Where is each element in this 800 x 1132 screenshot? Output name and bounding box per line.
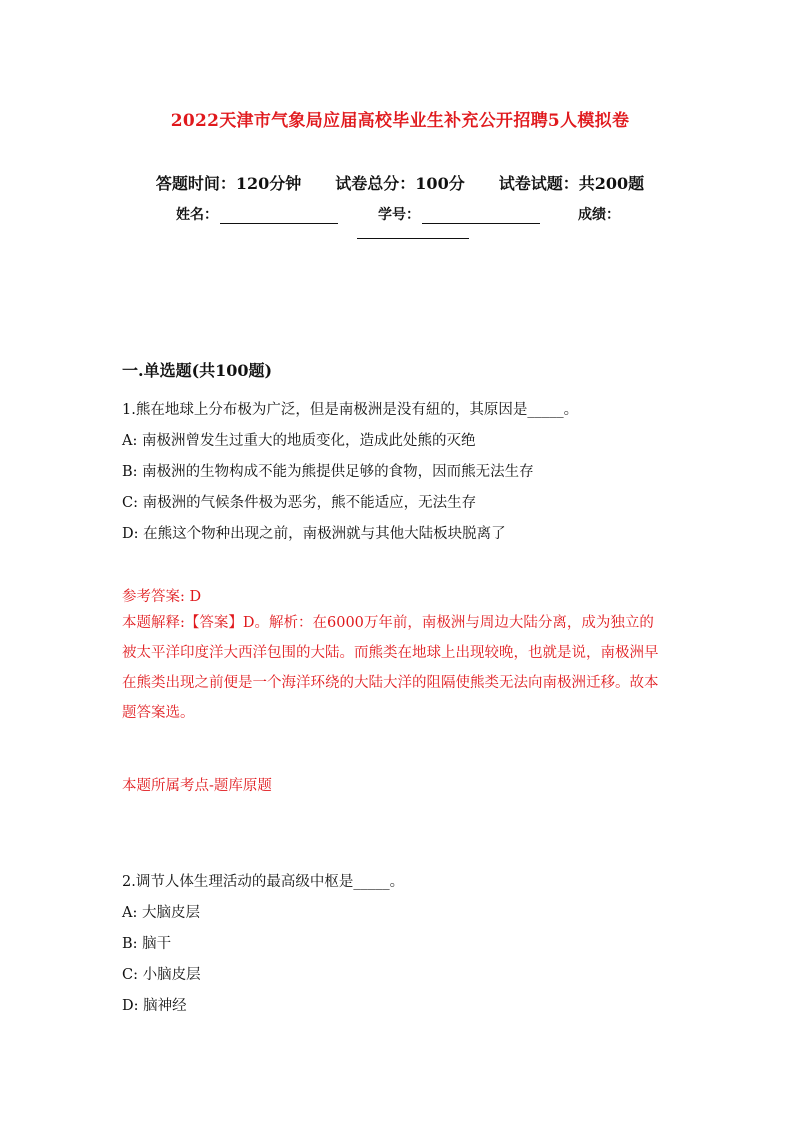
question-1-explanation: 本题解释:【答案】D。解析：在6000万年前，南极洲与周边大陆分离，成为独立的被太平洋印度洋大西洋包围的大陆。而熊类在地球上出现较晚，也就是说，南极洲早在熊类出现之前便是一个海洋环绕的大陆大洋的阻隔使熊类无法向南极洲迁移。故本题答案选。 — [122, 615, 659, 721]
score-label: 成绩： — [578, 207, 620, 223]
question-2-option-d[interactable]: D: 脑神经 — [122, 998, 187, 1014]
question-2-stem: 2.调节人体生理活动的最高级中枢是_____。 — [122, 874, 405, 890]
question-2-option-a[interactable]: A: 大脑皮层 — [122, 905, 200, 921]
question-1-option-a[interactable]: A: 南极洲曾发生过重大的地质变化，造成此处熊的灭绝 — [122, 433, 476, 449]
student-info-row — [176, 204, 646, 224]
question-1-source: 本题所属考点-题库原题 — [122, 778, 272, 794]
question-1-option-d[interactable]: D: 在熊这个物种出现之前，南极洲就与其他大陆板块脱离了 — [122, 526, 506, 542]
name-blank[interactable] — [220, 209, 338, 224]
question-1-option-b[interactable]: B: 南极洲的生物构成不能为熊提供足够的食物，因而熊无法生存 — [122, 464, 534, 480]
exam-meta — [0, 171, 800, 194]
question-2-option-b[interactable]: B: 脑干 — [122, 936, 172, 952]
score-field[interactable] — [578, 204, 620, 224]
id-label: 学号： — [378, 207, 420, 223]
section-title: 一.单选题(共100题) — [122, 361, 273, 380]
exam-total-score: 试卷总分：100分 — [335, 174, 465, 193]
question-1-stem: 1.熊在地球上分布极为广泛，但是南极洲是没有紐的，其原因是_____。 — [122, 402, 579, 418]
id-blank[interactable] — [422, 209, 540, 224]
exam-question-count: 试卷试题：共200题 — [498, 174, 645, 193]
name-label: 姓名： — [176, 207, 218, 223]
exam-title: 2022天津市气象局应届高校毕业生补充公开招聘5人模拟卷 — [170, 111, 630, 131]
id-field[interactable] — [378, 204, 540, 224]
exam-time: 答题时间：120分钟 — [155, 174, 302, 193]
score-blank[interactable] — [357, 226, 469, 239]
name-field[interactable] — [176, 204, 338, 224]
question-2-option-c[interactable]: C: 小脑皮层 — [122, 967, 201, 983]
question-1-option-c[interactable]: C: 南极洲的气候条件极为恶劣，熊不能适应，无法生存 — [122, 495, 477, 511]
question-1-answer: 参考答案: D — [122, 589, 202, 605]
